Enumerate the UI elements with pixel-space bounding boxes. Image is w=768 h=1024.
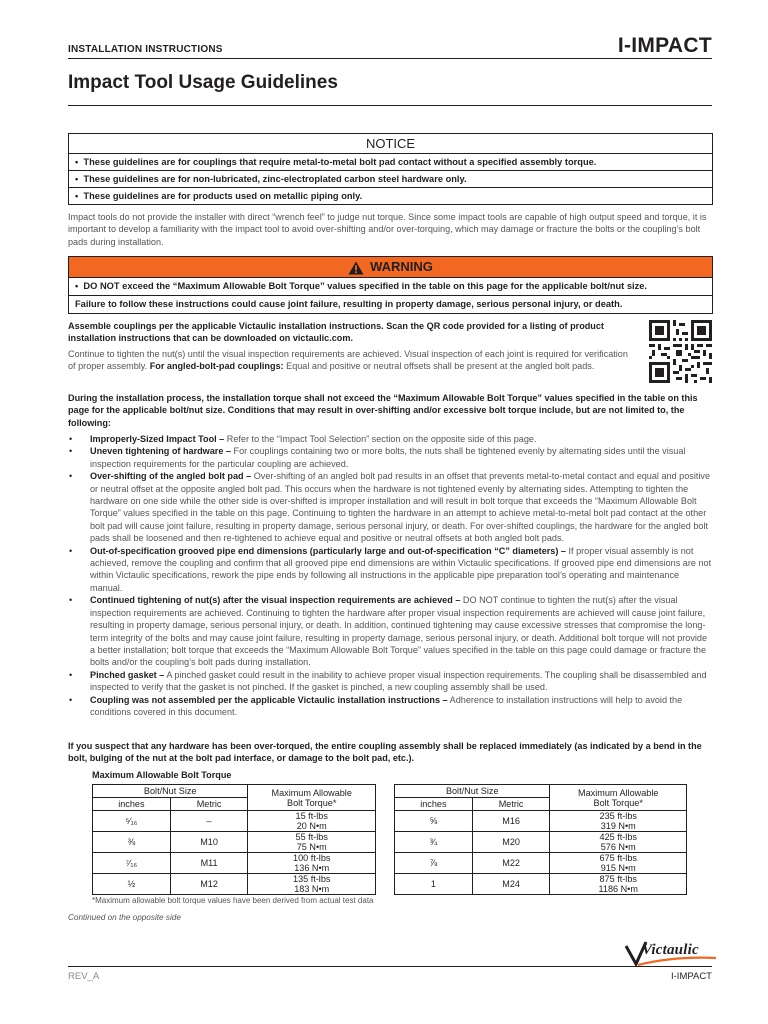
- table-footnote: *Maximum allowable bolt torque values have been derived from actual test data: [92, 896, 374, 905]
- notice-item: • These guidelines are for non-lubricated, zinc-electroplated carbon steel hardware only.: [69, 171, 712, 188]
- warning-line: • DO NOT exceed the “Maximum Allowable Bolt Torque” values specified in the table on this page for the applicable bolt/nut size.: [69, 278, 712, 296]
- metric-header: Metric: [472, 798, 550, 811]
- list-item: • Over-shifting of the angled bolt pad – Over-shifting of an angled bolt pad results in an offset that prevents metal-to-metal contact and equal and positive or neutral offset at the opposite angled bolt pad. This occurs when the hardware is not tightened evenly by alternating sides. Attempting to tighten the hardware on one side while the other side is over-shifted is improper installation and will result in bolt torque that exceeds the “Maximum Allowable Bolt Torque” values specified in the table on this page. Continuing to tighten the hardware in an attempt to achieve metal-to-metal bolt pad contact at the other bolt pad will cause joint failure, resulting in property damage, serious personal injury, or death. For over-shifted couplings, the hardware for the angled bolt pads shall be loosened and then re-tightened to achieve equal and positive or neutral offsets at both angled bolt pads.: [68, 470, 712, 544]
- list-item: • Pinched gasket – A pinched gasket could result in the inability to achieve proper visual inspection requirements. The coupling shall be disassembled and inspected to verify that the gasket is not pinched. If the gasket is pinched, a new coupling assembly shall be used.: [68, 669, 712, 694]
- installation-torque-paragraph: During the installation process, the installation torque shall not exceed the “Maximum Allowable Bolt Torque” values specified in the table on this page for the applicable bolt/nut size. Conditions that may result in over-shifting and/or excessive bolt torque include, but are not limited to, the following:: [68, 393, 698, 428]
- warning-box: [68, 256, 713, 314]
- table-caption: Maximum Allowable Bolt Torque: [92, 770, 232, 780]
- table-row: ¾ M20 425 ft-lbs 576 N•m: [395, 832, 687, 853]
- page-title: Impact Tool Usage Guidelines: [68, 72, 338, 93]
- footer-product-code: I-IMPACT: [671, 971, 712, 982]
- victaulic-logo: [624, 938, 718, 968]
- warning-heading: WARNING: [69, 257, 712, 278]
- table-row: ⁵⁄₁₆ – 15 ft-lbs 20 N•m: [93, 811, 376, 832]
- torque-table-left: [92, 784, 376, 895]
- list-item: • Out-of-specification grooved pipe end dimensions (particularly large and out-of-specification “C” diameters) – If proper visual assembly is not achieved, remove the coupling and confirm that all grooved pipe end dimensions are within Victaulic specifications. If grooved pipe end dimensions are not within Victaulic specifications, rework the pipe ends by following all instructions in the applicable pipe preparation tool’s operating and maintenance manual.: [68, 545, 712, 595]
- max-torque-header: Maximum Allowable Bolt Torque*: [550, 785, 687, 811]
- table-row: ½ M12 135 ft-lbs 183 N•m: [93, 874, 376, 895]
- notice-heading: NOTICE: [69, 134, 712, 154]
- revision-label: REV_A: [68, 971, 100, 982]
- torque-table-right: [394, 784, 687, 895]
- list-item: • Continued tightening of nut(s) after the visual inspection requirements are achieved – DO NOT continue to tighten the nut(s) after the visual inspection requirements are achieved. Continuing to tighten the hardware after proper visual inspection requirements are achieved will cause joint failure, resulting in property damage, serious personal injury, or death. In addition, continued tightening may cause excessive stresses that compromise the long-term integrity of the bolts and may cause joint failure, resulting in property damage, serious personal injury, or death. Additional bolt torque will not provide a better installation; bolt torque that exceeds the “Maximum Allowable Bolt Torque” values specified in the table on this page could damage or fracture the bolts and/or the coupling’s bolt pads during installation.: [68, 594, 712, 668]
- logo-wordmark: Victaulic: [642, 942, 699, 958]
- table-row: ⅝ M16 235 ft-lbs 319 N•m: [395, 811, 687, 832]
- table-row: ⅞ M22 675 ft-lbs 915 N•m: [395, 853, 687, 874]
- notice-item: • These guidelines are for products used on metallic piping only.: [75, 191, 363, 201]
- intro-paragraph: Impact tools do not provide the installer with direct “wrench feel” to judge nut torque. Since some impact tools are capable of high output speed and torque, it is important to develop a familiarity with the impact tool to avoid over-shifting and/or over-torquing, which may damage or fracture the bolts or the coupling’s bolt pads during installation.: [68, 212, 707, 247]
- inches-header: inches: [93, 798, 171, 811]
- bolt-nut-size-header: Bolt/Nut Size: [93, 785, 248, 798]
- bolt-nut-size-header: Bolt/Nut Size: [395, 785, 550, 798]
- max-torque-header: Maximum Allowable Bolt Torque*: [248, 785, 376, 811]
- continued-note: Continued on the opposite side: [68, 913, 181, 922]
- warning-line: Failure to follow these instructions could cause joint failure, resulting in property damage, serious personal injury, or death.: [75, 299, 623, 309]
- metric-header: Metric: [170, 798, 248, 811]
- section-label: INSTALLATION INSTRUCTIONS: [68, 44, 223, 55]
- qr-code[interactable]: [649, 320, 712, 383]
- header-rule: [68, 58, 712, 59]
- product-code: I-IMPACT: [617, 34, 712, 57]
- inches-header: inches: [395, 798, 473, 811]
- conditions-list: [68, 433, 712, 718]
- notice-box: [68, 133, 713, 205]
- table-row: 1 M24 875 ft-lbs 1186 N•m: [395, 874, 687, 895]
- over-torqued-paragraph: If you suspect that any hardware has been over-torqued, the entire coupling assembly shall be replaced immediately (as indicated by a bend in the bolt, bulging of the nut at the bolt pad interface, or damage to the bolt pad, etc.).: [68, 741, 702, 764]
- table-row: ⁷⁄₁₆ M11 100 ft-lbs 136 N•m: [93, 853, 376, 874]
- list-item: • Uneven tightening of hardware – For couplings containing two or more bolts, the nuts shall be tightened evenly by alternating sides until the visual inspection requirements for the particular coupling are achieved.: [68, 445, 712, 470]
- notice-item: • These guidelines are for couplings that require metal-to-metal bolt pad contact without a specified assembly torque.: [69, 154, 712, 171]
- footer-rule: [68, 966, 712, 967]
- continue-tightening-paragraph: Continue to tighten the nut(s) until the visual inspection requirements are achieved. Visual inspection of each joint is required for verification of proper assembly. For angled-bolt-pad couplings: Equal and positive or neutral offsets shall be present at the angled bolt pads.: [68, 349, 628, 372]
- list-item: • Coupling was not assembled per the applicable Victaulic installation instructions – Adherence to installation instructions will help to avoid the conditions covered in this document.: [68, 694, 712, 719]
- warning-icon: [348, 261, 364, 275]
- assemble-instructions: Assemble couplings per the applicable Victaulic installation instructions. Scan the QR code provided for a listing of product installation instructions that can be downloaded on victaulic.com.: [68, 321, 604, 344]
- list-item: • Improperly-Sized Impact Tool – Refer to the “Impact Tool Selection” section on the opposite side of this page.: [68, 433, 712, 445]
- title-rule: [68, 105, 712, 106]
- table-row: ⅜ M10 55 ft-lbs 75 N•m: [93, 832, 376, 853]
